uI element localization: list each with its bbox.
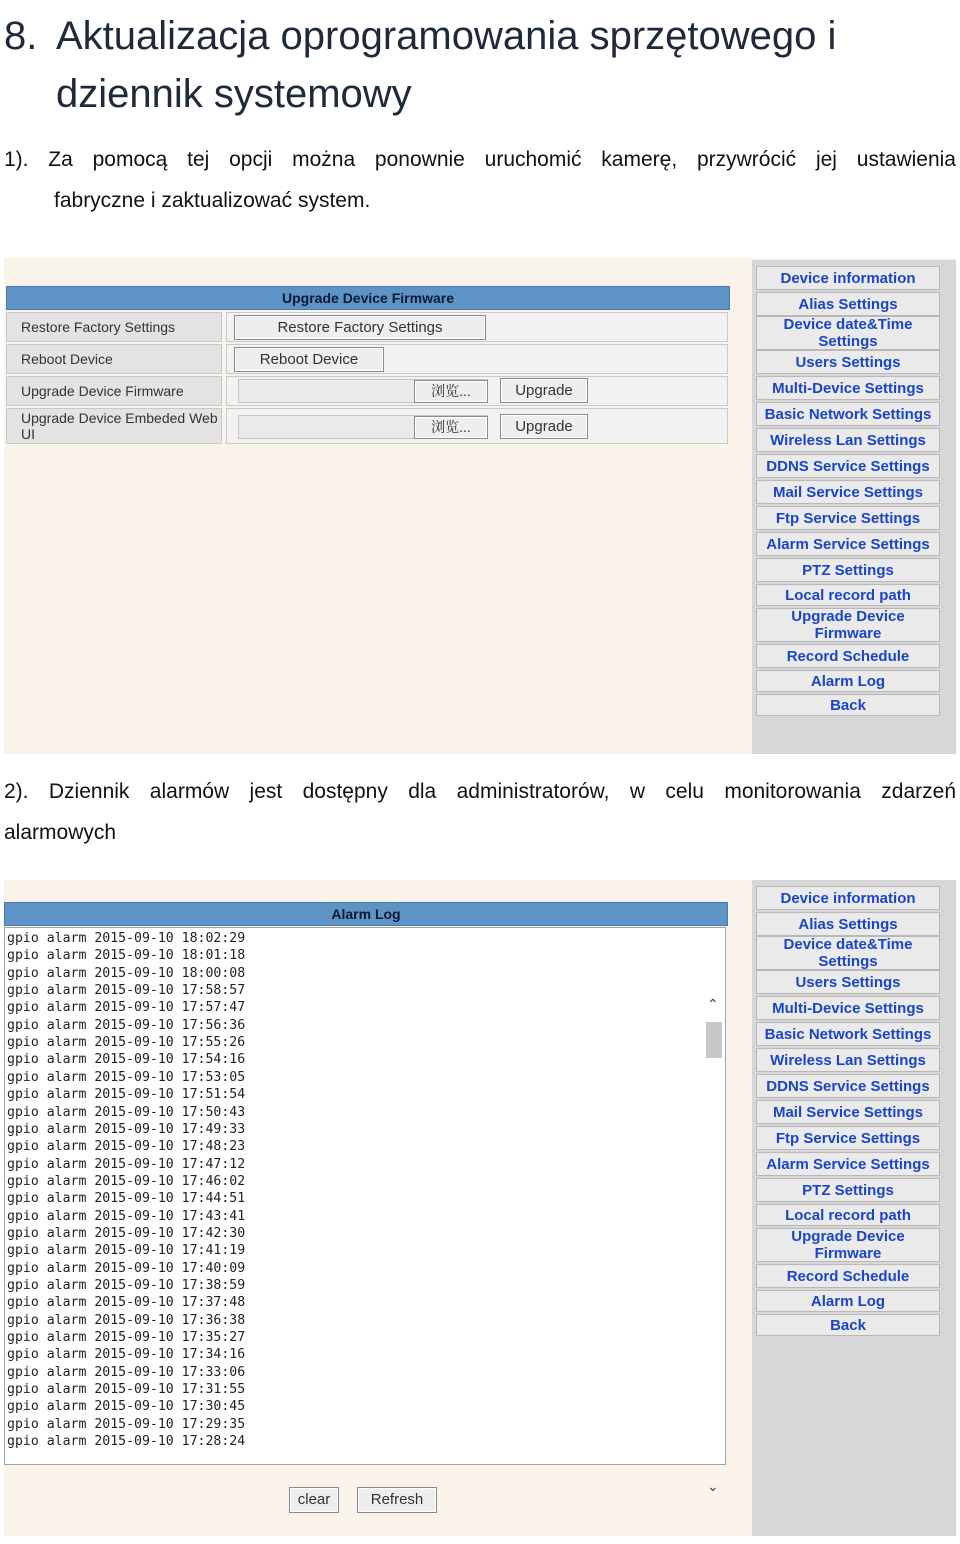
menu-item-alarm-log[interactable]: Alarm Log xyxy=(756,1290,940,1312)
log-entry: gpio alarm 2015-09-10 18:01:18 xyxy=(7,948,246,964)
log-entry: gpio alarm 2015-09-10 17:57:47 xyxy=(7,1000,246,1016)
menu-item-back[interactable]: Back xyxy=(756,1314,940,1336)
log-entry: gpio alarm 2015-09-10 17:54:16 xyxy=(7,1052,246,1068)
heading-number: 8. xyxy=(4,14,38,58)
upgrade-firmware-label: Upgrade Device Firmware xyxy=(6,376,222,406)
heading-line-1: Aktualizacja oprogramowania sprzętowego i xyxy=(56,14,837,58)
scrollbar-thumb[interactable] xyxy=(706,1022,722,1058)
log-entry: gpio alarm 2015-09-10 17:43:41 xyxy=(7,1208,246,1224)
upgrade-webui-label xyxy=(6,408,222,444)
alarm-log-screenshot xyxy=(4,880,956,1536)
menu-item-wireless-lan-settings[interactable]: Wireless Lan Settings xyxy=(756,1048,940,1072)
menu-item-ddns-service-settings[interactable]: DDNS Service Settings xyxy=(756,1074,940,1098)
refresh-button[interactable]: Refresh xyxy=(357,1487,437,1513)
menu-item-upgrade-device-firmware[interactable]: Upgrade Device Firmware xyxy=(756,608,940,642)
menu-item-ptz-settings[interactable]: PTZ Settings xyxy=(756,558,940,582)
log-entry: gpio alarm 2015-09-10 17:35:27 xyxy=(7,1330,246,1346)
menu-item-mail-service-settings[interactable]: Mail Service Settings xyxy=(756,480,940,504)
log-entry: gpio alarm 2015-09-10 17:46:02 xyxy=(7,1173,246,1189)
log-entry: gpio alarm 2015-09-10 18:02:29 xyxy=(7,931,246,946)
log-entry: gpio alarm 2015-09-10 17:48:23 xyxy=(7,1139,246,1155)
firmware-screenshot xyxy=(4,258,956,754)
paragraph-2-line-2: alarmowych xyxy=(4,821,117,844)
log-entry: gpio alarm 2015-09-10 18:00:08 xyxy=(7,965,246,981)
menu-item-wireless-lan-settings[interactable]: Wireless Lan Settings xyxy=(756,428,940,452)
paragraph-1-line-1: 1). Za pomocą tej opcji można ponownie uruchomić kamerę, przywrócić jej ustawienia xyxy=(4,148,956,171)
menu-item-multi-device-settings[interactable]: Multi-Device Settings xyxy=(756,376,940,400)
restore-factory-button[interactable]: Restore Factory Settings xyxy=(234,315,486,340)
heading-line-2: dziennik systemowy xyxy=(56,72,412,116)
log-entry: gpio alarm 2015-09-10 17:55:26 xyxy=(7,1035,246,1051)
menu-item-device-information[interactable]: Device information xyxy=(756,266,940,290)
webui-upgrade-button[interactable]: Upgrade xyxy=(500,414,588,439)
webui-browse-button[interactable]: 浏览... xyxy=(414,416,488,439)
log-entry: gpio alarm 2015-09-10 17:37:48 xyxy=(7,1295,246,1311)
log-entry: gpio alarm 2015-09-10 17:58:57 xyxy=(7,983,246,999)
log-entry: gpio alarm 2015-09-10 17:47:12 xyxy=(7,1156,246,1172)
menu-item-back[interactable]: Back xyxy=(756,694,940,716)
menu-item-record-schedule[interactable]: Record Schedule xyxy=(756,644,940,668)
menu-item-alarm-service-settings[interactable]: Alarm Service Settings xyxy=(756,1152,940,1176)
menu-item-users-settings[interactable]: Users Settings xyxy=(756,350,940,374)
log-entry: gpio alarm 2015-09-10 17:29:35 xyxy=(7,1416,246,1432)
upgrade-webui-label-text: Upgrade Device Embeded Web UI xyxy=(21,410,218,442)
settings-menu-2 xyxy=(752,880,956,1536)
log-entry: gpio alarm 2015-09-10 17:53:05 xyxy=(7,1069,246,1085)
menu-item-ftp-service-settings[interactable]: Ftp Service Settings xyxy=(756,506,940,530)
log-entry: gpio alarm 2015-09-10 17:28:24 xyxy=(7,1434,246,1450)
menu-item-upgrade-device-firmware[interactable]: Upgrade Device Firmware xyxy=(756,1228,940,1262)
log-entry: gpio alarm 2015-09-10 17:36:38 xyxy=(7,1312,246,1328)
menu-item-alias-settings[interactable]: Alias Settings xyxy=(756,912,940,936)
log-entry: gpio alarm 2015-09-10 17:42:30 xyxy=(7,1225,246,1241)
menu-item-alarm-service-settings[interactable]: Alarm Service Settings xyxy=(756,532,940,556)
alarm-panel-title: Alarm Log xyxy=(4,902,728,926)
log-entry: gpio alarm 2015-09-10 17:49:33 xyxy=(7,1121,246,1137)
chevron-up-icon[interactable]: ⌃ xyxy=(707,996,719,1012)
menu-item-multi-device-settings[interactable]: Multi-Device Settings xyxy=(756,996,940,1020)
log-entry: gpio alarm 2015-09-10 17:40:09 xyxy=(7,1260,246,1276)
log-entry: gpio alarm 2015-09-10 17:44:51 xyxy=(7,1191,246,1207)
log-entry: gpio alarm 2015-09-10 17:50:43 xyxy=(7,1104,246,1120)
log-scrollbar[interactable] xyxy=(705,938,723,1494)
settings-menu xyxy=(752,260,956,754)
chevron-down-icon[interactable]: ⌄ xyxy=(707,1478,719,1494)
firmware-upgrade-button[interactable]: Upgrade xyxy=(500,378,588,403)
menu-item-local-record-path[interactable]: Local record path xyxy=(756,1204,940,1226)
menu-item-users-settings[interactable]: Users Settings xyxy=(756,970,940,994)
menu-item-ftp-service-settings[interactable]: Ftp Service Settings xyxy=(756,1126,940,1150)
log-entry: gpio alarm 2015-09-10 17:31:55 xyxy=(7,1382,246,1398)
menu-item-ptz-settings[interactable]: PTZ Settings xyxy=(756,1178,940,1202)
menu-item-device-date-time-settings[interactable]: Device date&Time Settings xyxy=(756,316,940,350)
menu-item-device-information[interactable]: Device information xyxy=(756,886,940,910)
menu-item-record-schedule[interactable]: Record Schedule xyxy=(756,1264,940,1288)
log-entry: gpio alarm 2015-09-10 17:33:06 xyxy=(7,1364,246,1380)
log-entry: gpio alarm 2015-09-10 17:56:36 xyxy=(7,1017,246,1033)
menu-item-basic-network-settings[interactable]: Basic Network Settings xyxy=(756,1022,940,1046)
log-entry: gpio alarm 2015-09-10 17:38:59 xyxy=(7,1278,246,1293)
restore-factory-label: Restore Factory Settings xyxy=(6,312,222,342)
menu-item-ddns-service-settings[interactable]: DDNS Service Settings xyxy=(756,454,940,478)
paragraph-1-line-2: fabryczne i zaktualizować system. xyxy=(54,189,371,212)
log-entry: gpio alarm 2015-09-10 17:30:45 xyxy=(7,1399,246,1415)
firmware-browse-button[interactable]: 浏览... xyxy=(414,380,488,403)
menu-item-local-record-path[interactable]: Local record path xyxy=(756,584,940,606)
alarm-log-textarea[interactable] xyxy=(4,927,726,1494)
paragraph-2-line-1: 2). Dziennik alarmów jest dostępny dla administratorów, w celu monitorowania zdarzeń xyxy=(4,780,956,803)
menu-item-mail-service-settings[interactable]: Mail Service Settings xyxy=(756,1100,940,1124)
log-entry: gpio alarm 2015-09-10 17:51:54 xyxy=(7,1087,246,1103)
reboot-device-label: Reboot Device xyxy=(6,344,222,374)
clear-button[interactable]: clear xyxy=(289,1487,339,1513)
menu-item-device-date-time-settings[interactable]: Device date&Time Settings xyxy=(756,936,940,970)
firmware-panel-title: Upgrade Device Firmware xyxy=(6,286,730,310)
menu-item-basic-network-settings[interactable]: Basic Network Settings xyxy=(756,402,940,426)
log-entry: gpio alarm 2015-09-10 17:41:19 xyxy=(7,1243,246,1259)
menu-item-alias-settings[interactable]: Alias Settings xyxy=(756,292,940,316)
log-entry: gpio alarm 2015-09-10 17:34:16 xyxy=(7,1347,246,1363)
reboot-device-button[interactable]: Reboot Device xyxy=(234,347,384,372)
menu-item-alarm-log[interactable]: Alarm Log xyxy=(756,670,940,692)
